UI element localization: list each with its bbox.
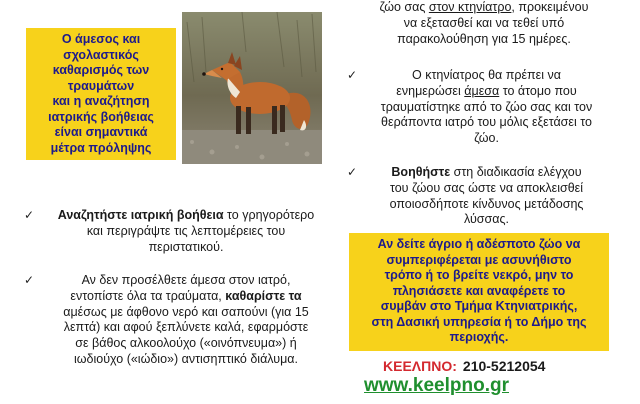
text-line: Αναζητήστε ιατρική βοήθεια το γρηγορότερο [57, 208, 315, 222]
checkmark-icon: ✓ [347, 68, 358, 82]
text-line: και περιγράψτε τις λεπτομέρειες του [86, 223, 286, 238]
callout-line: περιοχής. [449, 330, 509, 344]
callout-line: τρόπο ή το βρείτε νεκρό, μην το [384, 268, 574, 282]
callout-line: πλησιάσετε και αναφέρετε το [392, 283, 566, 298]
callout-line: σχολαστικός [63, 47, 139, 62]
callout-line: ιατρικής βοήθειας [48, 109, 154, 124]
website-link[interactable]: www.keelpno.gr [364, 375, 509, 396]
contact-phone [383, 358, 583, 374]
text-line: ζώο. [474, 131, 499, 146]
text-line: οποιοσδήποτε κίνδυνος μετάδοσης [389, 196, 584, 211]
callout-line: καθαρισμός των [52, 63, 150, 77]
text-line: ζώο σας στον κτηνίατρο, προκειμένου [379, 0, 589, 14]
paragraph-wound-cleaning [24, 273, 336, 368]
callout-line: συμπεριφέρεται με ασυνήθιστο [386, 252, 572, 267]
text-line: περιστατικού. [148, 239, 224, 254]
text-line: λεπτά) και αφού ξεπλύνετε καλά, εφαρμόστε [63, 320, 309, 335]
text-line: ενημερώσει άμεσα το άτομο που [396, 83, 577, 98]
callout-line: και η αναζήτηση [52, 94, 150, 108]
phone-number[interactable]: 210-5212054 [462, 358, 546, 374]
callout-line: συμβάν στο Τμήμα Κτηνιατρικής, [380, 299, 578, 313]
callout-wild-animal [349, 233, 609, 351]
checkmark-icon: ✓ [24, 273, 35, 287]
callout-line: μέτρα πρόληψης [50, 140, 152, 155]
text-line: εντοπίστε όλα τα τραύματα, καθαρίστε τα [70, 288, 302, 303]
text-line: Ο κτηνίατρος θα πρέπει να [412, 68, 561, 82]
text-line: ιωδιούχο («ιώδιο») αντισηπτικό διάλυμα. [73, 351, 298, 366]
callout-line: Αν δείτε άγριο ή αδέσποτο ζώο να [377, 237, 581, 251]
callout-line: είναι σημαντικά [54, 125, 148, 139]
callout-line: στη Δασική υπηρεσία ή το Δήμο της [371, 314, 587, 329]
text-line: λύσσας. [464, 212, 509, 227]
contact-label: ΚΕΕΛΠΝΟ: [383, 358, 457, 374]
fox-photo [182, 12, 322, 164]
callout-line: Ο άμεσος και [61, 32, 141, 46]
text-line: Βοηθήστε στη διαδικασία ελέγχου [391, 165, 582, 179]
checkmark-icon: ✓ [24, 208, 35, 222]
paragraph-help-control [347, 165, 614, 228]
text-line: να εξετασθεί και να τεθεί υπό [403, 15, 565, 30]
vet-link-text: στον κτηνίατρο [428, 0, 512, 14]
checkmark-icon: ✓ [347, 165, 358, 179]
paragraph-seek-medical-help [24, 208, 336, 255]
text-line: θεράποντα ιατρό του μόλις εξετάσει το [381, 115, 592, 130]
text-line: αμέσως με άφθονο νερό και σαπούνι (για 15 [63, 304, 309, 319]
text-line: τραυματίστηκε από το ζώο σας και τον [380, 99, 593, 114]
text-line: παρακολούθηση για 15 ημέρες. [397, 31, 571, 46]
callout-prevention [26, 28, 176, 160]
text-line: του ζώου σας ώστε να αποκλεισθεί [389, 180, 584, 195]
text-line: Αν δεν προσέλθετε άμεσα στον ιατρό, [81, 273, 291, 287]
callout-line: τραυμάτων [67, 78, 135, 93]
text-line: σε βάθος αλκοολούχο («οινόπνευμα») ή [75, 336, 297, 351]
paragraph-vet-exam [354, 0, 614, 47]
paragraph-vet-notify [347, 68, 614, 147]
